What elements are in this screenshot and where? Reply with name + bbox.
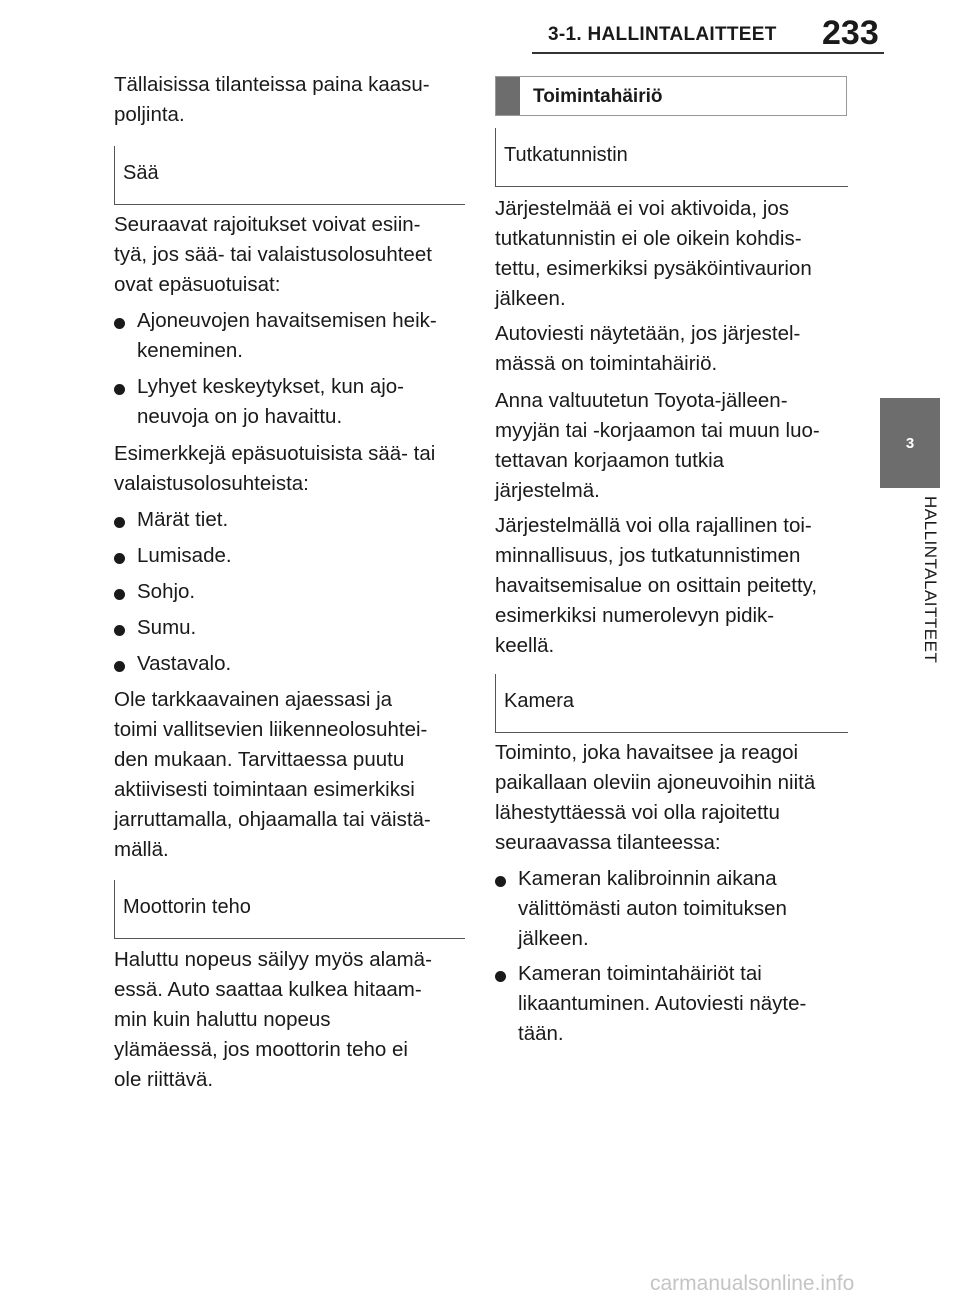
intro-paragraph: Tällaisissa tilanteissa paina kaasu- poljinta. [114, 73, 430, 126]
chapter-number: 3 [905, 434, 915, 452]
weather-paragraph-2: Esimerkkejä epäsuotuisista sää- tai valaistusolosuhteista: [114, 442, 436, 495]
radar-paragraph-3: Anna valtuutetun Toyota-jälleen- myyjän tai -korjaamon tai muun luo- tettavan korjaamon tutkia järjestelmä. [495, 389, 820, 502]
malfunction-heading: Toimintahäiriö [533, 86, 663, 107]
engine-subheading: Moottorin teho [114, 880, 465, 939]
heading-bar [496, 77, 520, 115]
bullet-icon [495, 876, 506, 887]
bullet-icon [114, 589, 125, 600]
bullet-icon [114, 517, 125, 528]
radar-paragraph-1: Järjestelmää ei voi aktivoida, jos tutkatunnistin ei ole oikein kohdis- tettu, esimerkiksi pysäköintivaurion jälkeen. [495, 197, 812, 310]
camera-subheading: Kamera [495, 674, 848, 733]
bullet-icon [495, 971, 506, 982]
bullet-icon [114, 384, 125, 395]
camera-paragraph: Toiminto, joka havaitsee ja reagoi paikallaan oleviin ajoneuvoihin niitä lähestyttäessä voi olla rajoitettu seuraavassa tilanteessa: [495, 741, 816, 854]
engine-paragraph: Haluttu nopeus säilyy myös alamä- essä. Auto saattaa kulkea hitaam- min kuin haluttu nopeus ylämäessä, jos moottorin teho ei ole riittävä. [114, 948, 432, 1091]
chapter-title-vertical: HALLINTALAITTEET [921, 496, 940, 664]
bullet-icon [114, 318, 125, 329]
bullet-icon [114, 625, 125, 636]
bullet-icon [114, 553, 125, 564]
chapter-tab [880, 398, 940, 488]
weather-subheading: Sää [114, 146, 465, 205]
weather-paragraph-1: Seuraavat rajoitukset voivat esiin- tyä, jos sää- tai valaistusolosuhteet ovat epäsuotuisat: [114, 213, 432, 296]
page-number: 233 [822, 14, 879, 52]
malfunction-heading-box [495, 76, 847, 116]
radar-subheading: Tutkatunnistin [495, 128, 848, 187]
radar-paragraph-4: Järjestelmällä voi olla rajallinen toi- minnallisuus, jos tutkatunnistimen havaitsemisalue on osittain peitetty, esimerkiksi numerolevyn pidik- keellä. [495, 514, 818, 657]
header-rule [532, 52, 884, 54]
weather-paragraph-3: Ole tarkkaavainen ajaessasi ja toimi vallitsevien liikenneolosuhtei- den mukaan. Tarvittaessa puutu aktiivisesti toimintaan esimerkiksi jarruttamalla, ohjaamalla tai väistä- mällä. [114, 688, 431, 861]
watermark: carmanualsonline.info [650, 1272, 855, 1295]
radar-paragraph-2: Autoviesti näytetään, jos järjestel- mässä on toimintahäiriö. [495, 322, 801, 375]
bullet-icon [114, 661, 125, 672]
section-header: 3-1. HALLINTALAITTEET [548, 24, 777, 45]
